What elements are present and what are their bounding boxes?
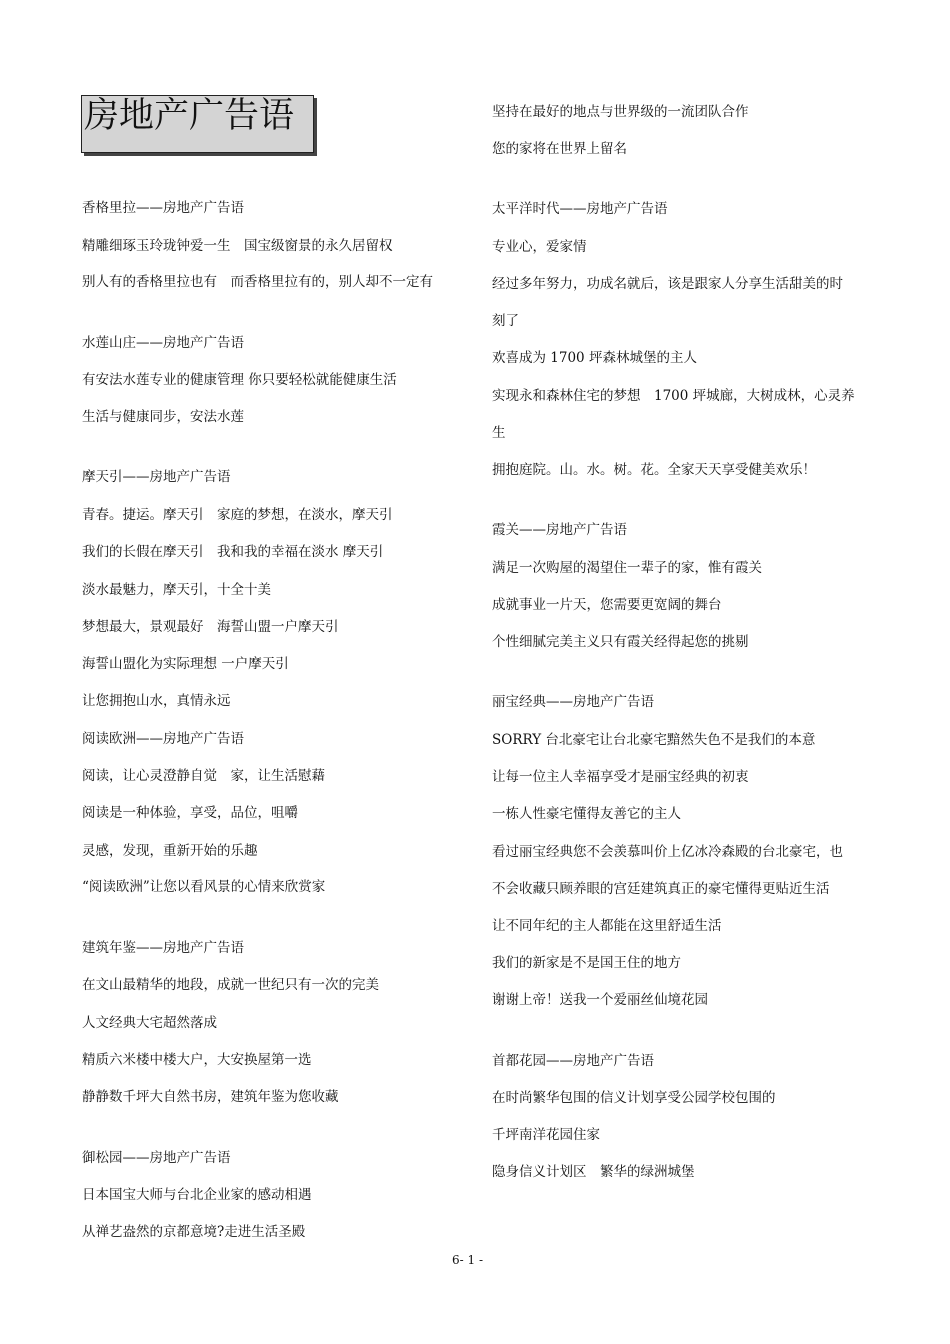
page-title: 房地产广告语 [84,96,295,136]
text-line: 刻了 [492,313,519,329]
text-line: 满足一次购屋的渴望住一辈子的家，惟有霞关 [492,560,762,576]
text-line: 别人有的香格里拉也有 而香格里拉有的，别人却不一定有 [82,274,433,290]
text-line: 从禅艺盎然的京都意境?走进生活圣殿 [82,1224,306,1240]
section-heading: 阅读欧洲——房地产广告语 [82,731,244,747]
section-heading: 丽宝经典——房地产广告语 [492,694,654,710]
text-line: 不会收藏只顾养眼的宫廷建筑真正的豪宅懂得更贴近生活 [492,881,830,897]
section-heading: 摩天引——房地产广告语 [82,469,231,485]
text-line: 我们的新家是不是国王住的地方 [492,955,681,971]
text-line: 欢喜成为 1700 坪森林城堡的主人 [492,350,697,366]
title-box [81,95,314,153]
text-line: 让您拥抱山水，真情永远 [82,693,231,709]
text-line: 您的家将在世界上留名 [492,141,627,157]
text-line: “阅读欧洲”让您以看风景的心情来欣赏家 [82,879,326,895]
text-line: 一栋人性豪宅懂得友善它的主人 [492,806,681,822]
text-line: 在文山最精华的地段，成就一世纪只有一次的完美 [82,977,379,993]
section-heading: 水莲山庄——房地产广告语 [82,335,244,351]
text-line: 成就事业一片天，您需要更宽阔的舞台 [492,597,722,613]
text-line: 人文经典大宅超然落成 [82,1015,217,1031]
text-line: 个性细腻完美主义只有霞关经得起您的挑剔 [492,634,749,650]
page-number: 6- 1 - [452,1253,484,1267]
section-heading: 香格里拉——房地产广告语 [82,200,244,216]
text-line: 梦想最大，景观最好 海誓山盟一户摩天引 [82,619,339,635]
section-heading: 太平洋时代——房地产广告语 [492,201,668,217]
text-line: 实现永和森林住宅的梦想 1700 坪城廊，大树成林，心灵养 [492,388,855,404]
text-line: 日本国宝大师与台北企业家的感动相遇 [82,1187,312,1203]
text-line: 拥抱庭院。山。水。树。花。全家天天享受健美欢乐！ [492,462,816,478]
text-line: 淡水最魅力，摩天引，十全十美 [82,582,271,598]
text-line: 精质六米楼中楼大户，大安换屋第一选 [82,1052,312,1068]
text-line: 阅读，让心灵澄静自觉 家，让生活慰藉 [82,768,325,784]
text-line: 隐身信义计划区 繁华的绿洲城堡 [492,1164,695,1180]
text-line: 千坪南洋花园住家 [492,1127,600,1143]
section-heading: 首都花园——房地产广告语 [492,1053,654,1069]
text-line: 让每一位主人幸福享受才是丽宝经典的初衷 [492,769,749,785]
text-line: 专业心，爱家情 [492,239,587,255]
text-line: 阅读是一种体验，享受，品位，咀嚼 [82,805,298,821]
text-line: 海誓山盟化为实际理想 一户摩天引 [82,656,289,672]
section-heading: 建筑年鉴——房地产广告语 [82,940,244,956]
text-line: 灵感，发现，重新开始的乐趣 [82,843,258,859]
text-line: 精雕细琢玉玲珑钟爱一生 国宝级窗景的永久居留权 [82,238,393,254]
text-line: 生 [492,425,506,441]
text-line: 经过多年努力，功成名就后，该是跟家人分享生活甜美的时 [492,276,843,292]
text-line: 在时尚繁华包围的信义计划享受公园学校包围的 [492,1090,776,1106]
text-line: 生活与健康同步，安法水莲 [82,409,244,425]
text-line: 青春。捷运。摩天引 家庭的梦想，在淡水，摩天引 [82,507,393,523]
text-line: SORRY 台北豪宅让台北豪宅黯然失色不是我们的本意 [492,732,816,748]
text-line: 看过丽宝经典您不会羡慕叫价上亿冰冷森殿的台北豪宅，也 [492,844,843,860]
text-line: 有安法水莲专业的健康管理 你只要轻松就能健康生活 [82,372,397,388]
section-heading: 御松园——房地产广告语 [82,1150,231,1166]
section-heading: 霞关——房地产广告语 [492,522,627,538]
text-line: 坚持在最好的地点与世界级的一流团队合作 [492,104,749,120]
text-line: 让不同年纪的主人都能在这里舒适生活 [492,918,722,934]
text-line: 我们的长假在摩天引 我和我的幸福在淡水 摩天引 [82,544,384,560]
text-line: 静静数千坪大自然书房，建筑年鉴为您收藏 [82,1089,339,1105]
text-line: 谢谢上帝！送我一个爱丽丝仙境花园 [492,992,708,1008]
